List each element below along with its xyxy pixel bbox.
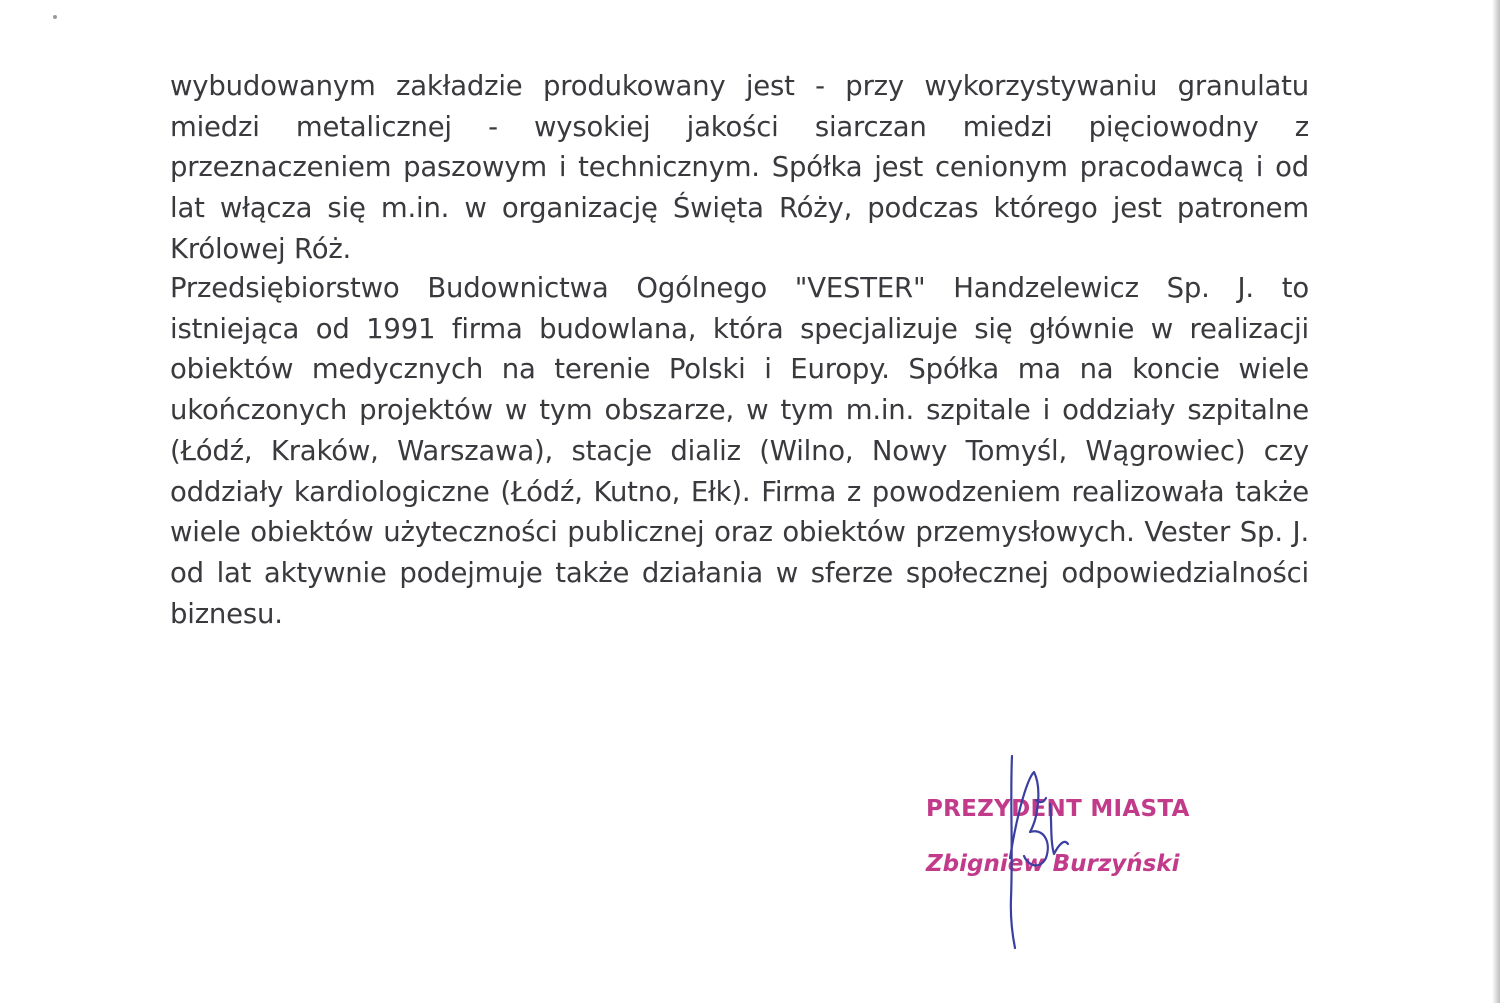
handwritten-signature: [990, 748, 1110, 958]
body-paragraph-2: Przedsiębiorstwo Budownictwa Ogólnego "VESTER" Handzelewicz Sp. J. to istniejąca od 1991 firma budowlana, która specjalizuje się głównie w realizacji obiektów medycznych na terenie Polski i Europy. Spółka ma na koncie wiele ukończonych projektów w tym obszarze, w tym m.in. szpitale i oddziały szpitalne (Łódź, Kraków, Warszawa), stacje dializ (Wilno, Nowy Tomyśl, Wągrowiec) czy oddziały kardiologiczne (Łódź, Kutno, Ełk). Firma z powodzeniem realizowała także wiele obiektów użyteczności publicznej oraz obiektów przemysłowych. Vester Sp. J. od lat aktywnie podejmuje także działania w sferze społecznej odpowiedzialności biznesu.: [170, 272, 1309, 630]
stamp-title: PREZYDENT MIASTA: [926, 796, 1190, 822]
scan-speck: [53, 15, 57, 19]
body-paragraph-1: wybudowanym zakładzie produkowany jest - przy wykorzystywaniu granulatu miedzi metalicznej - wysokiej jakości siarczan miedzi pięciowodny z przeznaczeniem paszowym i technicznym. Spółka jest cenionym pracodawcą i od lat włącza się m.in. w organizację Święta Róży, podczas którego jest patronem Królowej Róż.: [170, 70, 1309, 265]
page-edge-shadow: [1492, 0, 1500, 1003]
stamp-name: Zbigniew Burzyński: [926, 851, 1180, 877]
